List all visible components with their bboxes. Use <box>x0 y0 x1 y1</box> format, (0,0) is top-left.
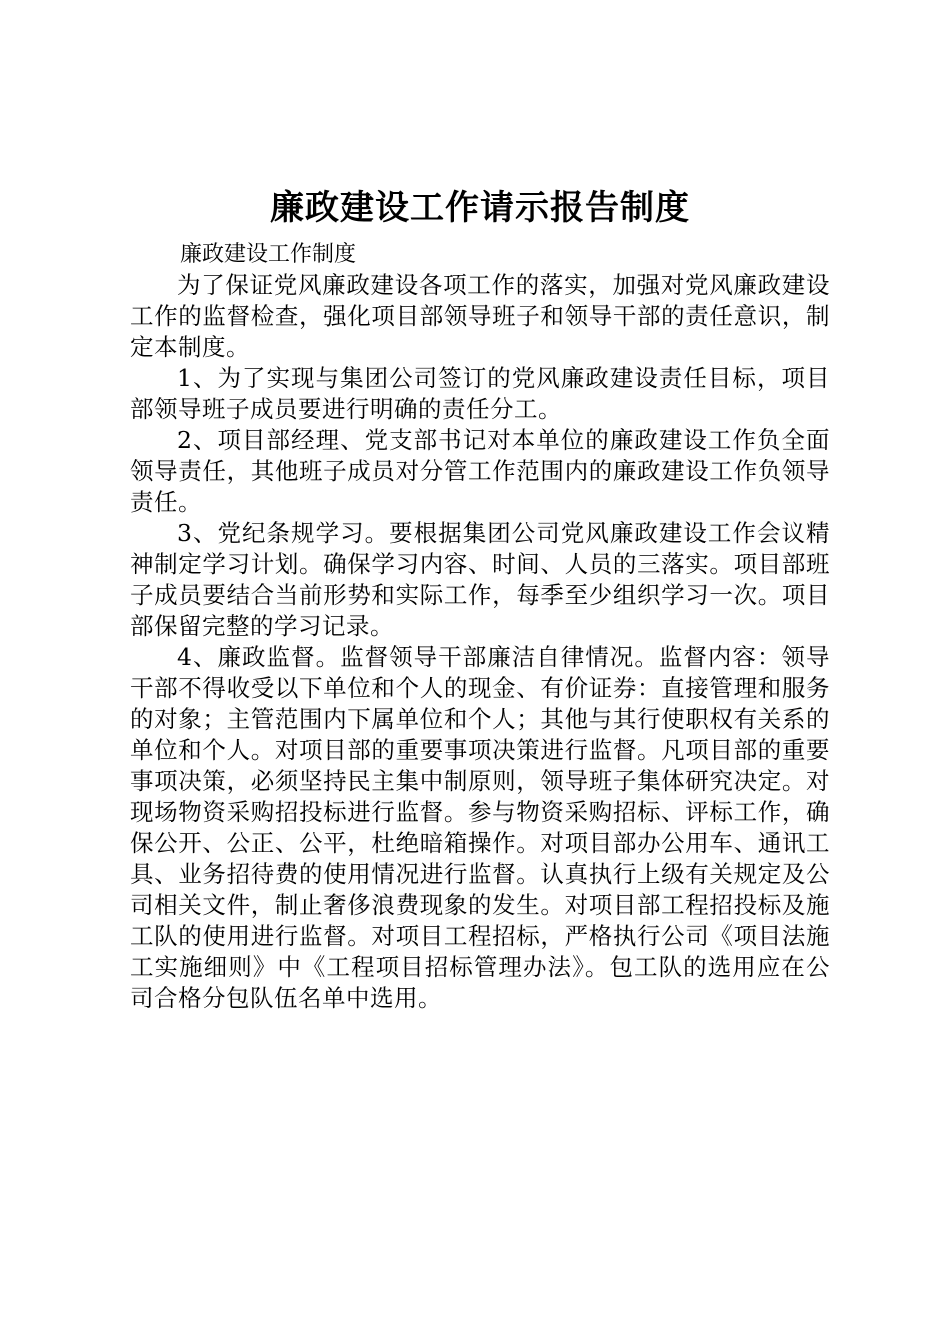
paragraph-item-2: 2、项目部经理、党支部书记对本单位的廉政建设工作负全面领导责任，其他班子成员对分管工作范围内的廉政建设工作负领导责任。 <box>130 426 830 516</box>
paragraph-intro: 为了保证党风廉政建设各项工作的落实，加强对党风廉政建设工作的监督检查，强化项目部领导班子和领导干部的责任意识，制定本制度。 <box>130 271 830 361</box>
paragraph-item-4: 4、廉政监督。监督领导干部廉洁自律情况。监督内容：领导干部不得收受以下单位和个人的现金、有价证券：直接管理和服务的对象；主管范围内下属单位和个人；其他与其行使职权有关系的单位和个人。对项目部的重要事项决策进行监督。凡项目部的重要事项决策，必须坚持民主集中制原则，领导班子集体研究决定。对现场物资采购招投标进行监督。参与物资采购招标、评标工作，确保公开、公正、公平，杜绝暗箱操作。对项目部办公用车、通讯工具、业务招待费的使用情况进行监督。认真执行上级有关规定及公司相关文件，制止奢侈浪费现象的发生。对项目部工程招投标及施工队的使用进行监督。对项目工程招标，严格执行公司《项目法施工实施细则》中《工程项目招标管理办法》。包工队的选用应在公司合格分包队伍名单中选用。 <box>130 643 830 1012</box>
paragraph-item-1: 1、为了实现与集团公司签订的党风廉政建设责任目标，项目部领导班子成员要进行明确的责任分工。 <box>130 364 830 423</box>
document-page <box>130 185 830 1014</box>
document-title: 廉政建设工作请示报告制度 <box>270 188 690 228</box>
paragraph-item-3: 3、党纪条规学习。要根据集团公司党风廉政建设工作会议精神制定学习计划。确保学习内容、时间、人员的三落实。项目部班子成员要结合当前形势和实际工作，每季至少组织学习一次。项目部保留完整的学习记录。 <box>130 519 830 640</box>
document-subtitle: 廉政建设工作制度 <box>180 242 357 267</box>
